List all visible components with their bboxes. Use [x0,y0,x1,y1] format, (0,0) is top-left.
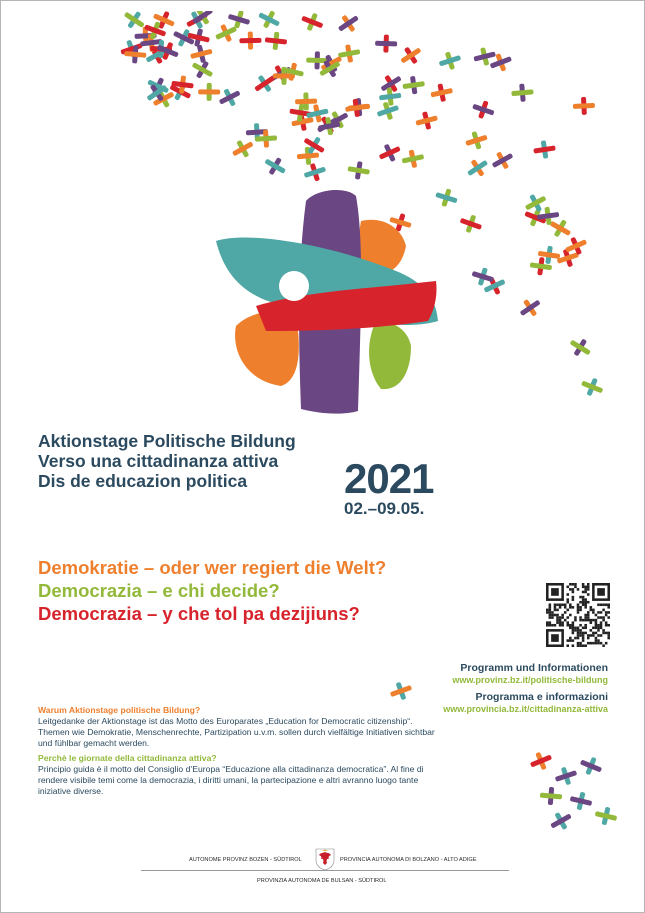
brush-cross-icon [376,140,404,166]
info-link-german[interactable]: www.provinz.bz.it/politische-bildung [452,675,608,685]
brush-cross-icon [579,374,606,399]
footer-ladin: PROVINZIA AUTONOMA DE BULSAN - SÜDTIROL [257,878,387,884]
title-german: Aktionstage Politische Bildung [38,431,296,451]
why-heading-german: Warum Aktionstage politische Bildung? [38,705,201,715]
footer-italian: PROVINCIA AUTONOMA DI BOLZANO - ALTO ADIGE [340,857,477,863]
brush-cross-icon [216,84,244,110]
brush-cross-icon [470,98,497,122]
info-link-italian[interactable]: www.provincia.bz.it/cittadinanza-attiva [443,704,608,714]
brush-cross-icon [547,808,575,835]
info-heading-italian: Programma e informazioni [475,691,608,703]
brush-cross-icon [402,75,426,96]
brush-cross-icon [463,154,491,181]
brush-cross-icon [437,49,463,73]
brush-cross-icon [527,748,554,773]
brush-cross-icon [429,82,454,104]
brush-cross-icon [226,11,252,31]
brush-cross-icon [568,790,594,813]
brush-cross-icon [388,679,415,703]
brush-cross-icon [198,83,220,101]
brush-cross-bottom-group [521,746,621,836]
question-german: Demokratie – oder wer regiert die Welt? [38,557,387,578]
brush-cross-icon [458,212,485,236]
brush-cross-icon [344,97,368,118]
brush-cross-icon [397,42,425,69]
brush-cross-icon [532,139,556,160]
brush-cross-icon [124,44,148,64]
brush-cross-icon [261,153,289,180]
why-text-german: Leitgedanke der Aktionstage ist das Motto des Europarates „Education for Democratic citizenship“. Themen wie Demokratie, Menschenrechte, Partizipation u.v.m. sollen durch vielfältige Initiativen sichtbar und fühlbar gemacht werden. [38,716,435,748]
event-year: 2021 [344,455,434,502]
question-italian: Democrazia – e chi decide? [38,580,280,601]
qr-code[interactable] [546,583,610,647]
eagle-crest-icon [314,847,336,871]
brush-cross-icon [566,334,594,361]
brush-cross-icon [400,148,425,170]
brush-cross-icon [572,96,595,115]
title-ladin: Dis de educazion politica [38,471,248,491]
brush-cross-icon [511,83,534,103]
brush-cross-icon [375,34,398,53]
brush-cross-icon [553,764,580,788]
brush-cross-icon [264,31,288,51]
info-heading-german: Programm und Informationen [460,662,608,674]
title-italian: Verso una cittadinanza attiva [38,451,279,471]
brush-cross-icon [118,37,145,61]
brush-cross-icon [334,11,362,37]
why-text-italian: Principio guida è il motto del Consiglio d’Europa “Educazione alla cittadinanza democratica”. Al fine di rendere visibile temi come la democrazia, i diritti umani, la partecipazione e altri avranno luogo tante iniziative diverse. [38,764,424,796]
brush-flower-logo [206,181,456,416]
brush-cross-small-group [381,676,421,706]
brush-cross-icon [299,11,326,34]
brush-cross-icon [255,11,283,32]
why-heading-italian: Perchè le giornate della cittadinanza attiva? [38,753,217,763]
event-title [38,431,296,491]
brush-cross-icon [170,74,194,95]
brush-cross-icon [188,42,214,65]
brush-cross-icon [593,805,619,828]
brush-cross-icon [577,753,604,778]
brush-cross-icon [414,109,440,132]
brush-cross-icon [346,160,371,181]
brush-cross-icon [539,786,562,806]
brush-cross-icon [516,294,544,321]
brush-cross-icon [489,147,517,173]
footer-german: AUTONOME PROVINZ BOZEN - SÜDTIROL [189,857,302,863]
brush-cross-icon [375,99,402,123]
brush-cross-icon [463,128,489,152]
brush-cross-icon [239,31,261,49]
footer-divider [141,870,509,871]
question-ladin: Democrazia – y che tol pa dezijiuns? [38,603,360,624]
event-dates: 02.–09.05. [344,499,425,518]
brush-cross-icon [229,136,257,162]
